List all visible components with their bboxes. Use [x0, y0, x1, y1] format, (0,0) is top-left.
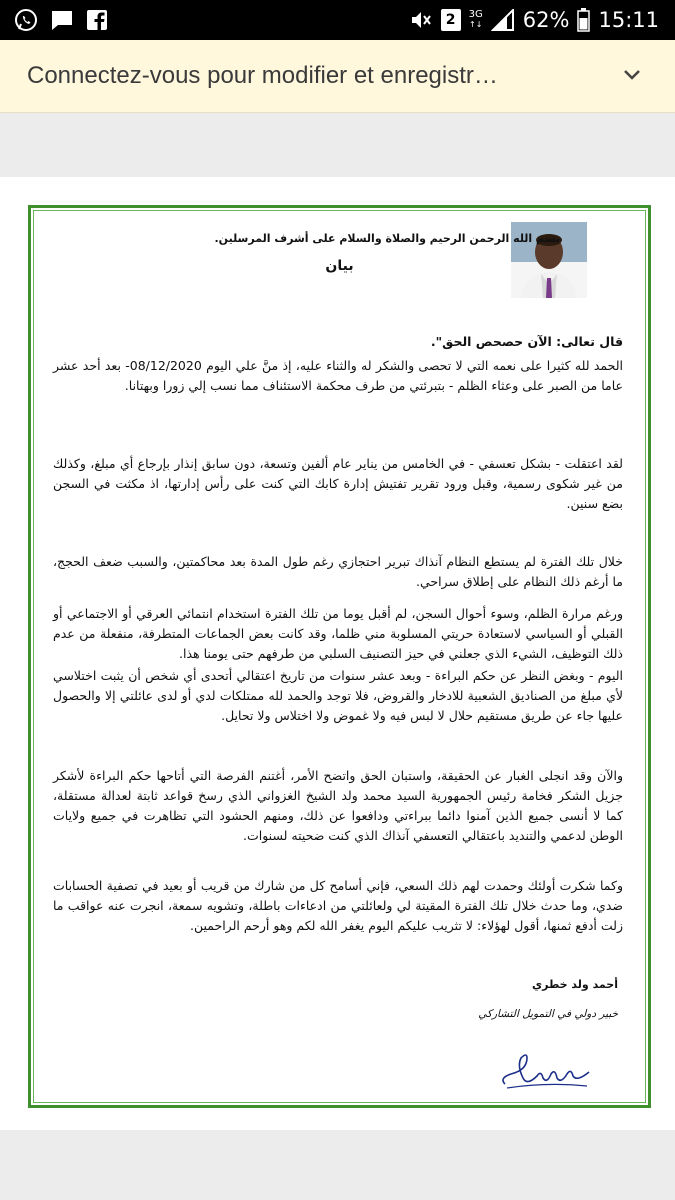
signal-icon	[491, 9, 515, 31]
paragraph-2: لقد اعتقلت - بشكل تعسفي - في الخامس من يناير عام ألفين وتسعة، دون سابق إنذار بإرجاع أي مبلغ، وكذلك من غير شكوى رسمية، وقبل ورود تقرير تفتيش إدارة كابك التي كنت على رأس إدارتها، اذ مكثت في السجن بضع سنين.	[53, 456, 623, 511]
battery-icon	[577, 8, 590, 32]
statement-frame	[28, 205, 651, 1108]
message-icon	[50, 9, 74, 31]
signatory-name: أحمد ولد خطري	[532, 978, 618, 991]
status-bar	[0, 0, 675, 40]
clock: 15:11	[598, 8, 659, 32]
quran-quote: قال تعالى: الآن حصحص الحق".	[430, 334, 623, 349]
basmala: بسم الله الرحمن الرحيم والصلاة والسلام على أشرف المرسلين.	[214, 232, 560, 245]
statement-title: بيان	[325, 258, 354, 274]
whatsapp-icon	[14, 8, 38, 32]
paragraph-1: الحمد لله كثيرا على نعمه التي لا تحصى والشكر له والثناء عليه، إذ منَّ علي اليوم 08/12/2020- بعد أحد عشر عاما من الصبر على وعثاء الظلم - بتبرئتي من طرف محكمة الاستئناف مما نسب إلي زورا وبهتانا.	[53, 358, 623, 393]
paragraph-3: خلال تلك الفترة لم يستطع النظام آنذاك تبرير احتجازي رغم طول المدة بعد محاكمتين، والسبب ضعف الحجج، ما أرغم ذلك النظام على إطلاق سراحي.	[53, 554, 623, 589]
signin-banner[interactable]	[0, 40, 675, 113]
paragraph-7: وكما شكرت أولئك وحمدت لهم ذلك السعي، فإني أسامح كل من شارك من قريب أو بعيد في تصفية الحسابات ضدي، وما حدث خلال تلك الفترة المقيتة لي ولعائلتي من ادعاءات باطلة، وتشويه سمعة، انجرت عنه عواقب ما زلت أدفع ثمنها، أقول لهؤلاء: لا تثريب عليكم اليوم يغفر الله لكم وهو أرحم الراحمين.	[53, 878, 623, 933]
battery-percent: 62%	[522, 8, 570, 32]
mute-icon	[409, 9, 433, 31]
page-bottom-gap	[0, 1130, 675, 1200]
signatory-title: خبير دولي في التمويل التشاركي	[478, 1008, 618, 1020]
handwritten-signature	[497, 1048, 597, 1096]
paragraph-6: والآن وقد انجلى الغبار عن الحقيقة، واستبان الحق واتضح الأمر، أغتنم الفرصة التي أتاحها حكم البراءة لأشكر جزيل الشكر فخامة رئيس الجمهورية السيد محمد ولد الشيخ الغزواني الذي رسخ قواعد ثابتة لعدالة مستقلة، كما لا أنسى جميع الذين آمنوا دائما ببراءتي ودافعوا عن ذلك، ومنهم الحشود التي تظاهرت في جميع ولايات الوطن لدعمي والتنديد باعتقالي التعسفي آنذاك الذي كنت ضحيته لسنوات.	[53, 768, 623, 843]
signin-banner-text[interactable]: Connectez-vous pour modifier et enregistr…	[27, 62, 498, 89]
paragraph-5: اليوم - وبغض النظر عن حكم البراءة - وبعد عشر سنوات من تاريخ اعتقالي أتحدى أي شخص أن يثبت اختلاسي لأي مبلغ من الصناديق الشعبية للادخار والقروض، فلا توجد والحمد لله ممتلكات لدي أو لدى عائلتي إلا والحصول عليها جاء عن طريق مستقيم حلال لا لبس فيه ولا غموض ولا اختلاس ولا تحايل.	[53, 668, 623, 723]
network-label: 3G ↑↓	[468, 9, 483, 29]
page-gap	[0, 113, 675, 177]
sim-badge: 2	[441, 9, 461, 31]
paragraph-4: ورغم مرارة الظلم، وسوء أحوال السجن، لم أقبل يوما من تلك الفترة استخدام انتمائي العرقي أو الاجتماعي أو القبلي أو السياسي لاستعادة حريتي المسلوبة مني ظلما، وقد كانت بعض الجماعات المتطرفة، منفعلة من عدم ذلك التوظيف، الشيء الذي جعلني في حيز التصنيف السلبي من طرفهم حتى يومنا هذا.	[53, 606, 623, 661]
chevron-down-icon[interactable]	[623, 66, 641, 85]
facebook-icon	[86, 9, 108, 31]
